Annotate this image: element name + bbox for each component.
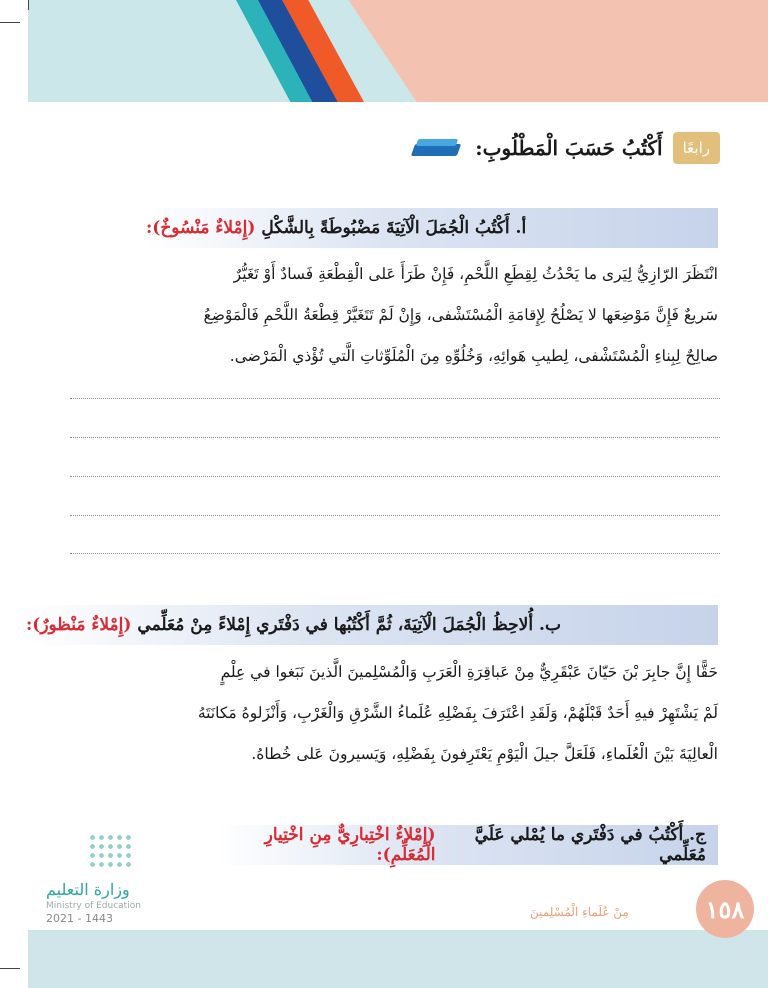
section-c-tag: (إِمْلاءٌ اخْتِبارِيٌّ مِنِ اخْتِيارِ الْمُعَلِّمِ): [264, 825, 436, 865]
section-badge: رابعًا [673, 132, 720, 164]
section-a-tag: (إِمْلاءٌ مَنْسُوخٌ): [146, 218, 256, 238]
paragraph-line: انْتَظَرَ الرّازِيُّ لِيَرى ما يَحْدُثُ لِقِطَعِ اللَّحْمِ، فَإِنْ طَرَأَ عَلى الْقِطْعَةِ فَسادٌ أَوْ تَغَيُّرٌ [233, 265, 718, 283]
section-b-label: ب. أُلاحِظُ الْجُمَلَ الْآتِيَةَ، ثُمَّ أَكْتُبُها في دَفْتَري إِمْلاءً مِنْ مُعَلِّمي [137, 615, 561, 635]
writing-line[interactable] [70, 515, 720, 516]
paragraph-line: صالِحٌ لِبِناءِ الْمُسْتَشْفى، لِطيبِ هَوائِهِ، وَخُلُوِّهِ مِنَ الْمُلَوِّثاتِ الَّتي تُؤْذي الْمَرْضى. [229, 347, 718, 365]
paragraph-line: حَقًّا إِنَّ جابِرَ بْنَ حَيّانَ عَبْقَرِيٌّ مِنْ عَباقِرَةِ الْعَرَبِ وَالْمُسْلِمينَ الَّذينَ نَبَغوا في عِلْمٍ [220, 663, 718, 681]
footer-chapter-title: مِنْ عُلَماءِ الْمُسْلِمينَ [530, 905, 629, 919]
exercise-heading [411, 132, 720, 164]
writing-line[interactable] [70, 398, 720, 399]
section-b-paragraph [60, 652, 718, 775]
writing-line[interactable] [70, 476, 720, 477]
crop-mark [0, 22, 20, 23]
ministry-dot-logo [88, 833, 132, 869]
section-c-label: ج. أَكْتُبُ في دَفْتَري ما يُمْلي عَلَيَّ مُعَلِّمي [474, 825, 706, 865]
section-b-header [26, 605, 718, 645]
paragraph-line: لَمْ يَشْتَهِرْ فيهِ أَحَدٌ قَبْلَهُمْ، وَلَقَدِ اعْتَرَفَ بِفَضْلِهِ عُلَماءُ الشَّرْقِ وَالْغَرْبِ، وَأَنْزَلوهُ مَكانَتَهُ [197, 704, 718, 722]
books-icon [411, 136, 465, 160]
ministry-logo [46, 880, 141, 925]
crop-mark [28, 0, 29, 10]
section-a-label: أ. أَكْتُبُ الْجُمَلَ الْآتِيَةَ مَضْبُوطَةً بِالشَّكْلِ [261, 218, 527, 238]
section-c-header [216, 825, 718, 865]
section-a-header [146, 208, 718, 248]
writing-line[interactable] [70, 437, 720, 438]
crop-mark [0, 968, 20, 969]
section-b-tag: (إِمْلاءٌ مَنْظورٌ): [26, 615, 132, 635]
page-number: ١٥٨ [696, 880, 754, 938]
edition-year: 2021 - 1443 [46, 912, 113, 925]
section-a-paragraph [60, 254, 718, 377]
ministry-name-ar: وزارة التعليم [46, 880, 130, 899]
paragraph-line: سَريعٌ فَإِنَّ مَوْضِعَها لا يَصْلُحُ لِإِقامَةِ الْمُسْتَشْفى، وَإِنْ لَمْ تَتَغَيَّرْ قِطْعَةُ اللَّحْمِ فَالْمَوْضِعُ [203, 306, 718, 324]
exercise-title: أَكْتُبُ حَسَبَ الْمَطْلُوبِ: [475, 136, 663, 160]
paragraph-line: الْعالِيَةَ بَيْنَ الْعُلَماءِ، فَلَعَلَّ جيلَ الْيَوْمِ يَعْتَرِفونَ بِفَضْلِهِ، وَيَسيرونَ عَلى خُطاهُ. [251, 745, 718, 763]
footer-band [28, 930, 768, 988]
ministry-name-en: Ministry of Education [46, 901, 141, 911]
writing-line[interactable] [70, 553, 720, 554]
